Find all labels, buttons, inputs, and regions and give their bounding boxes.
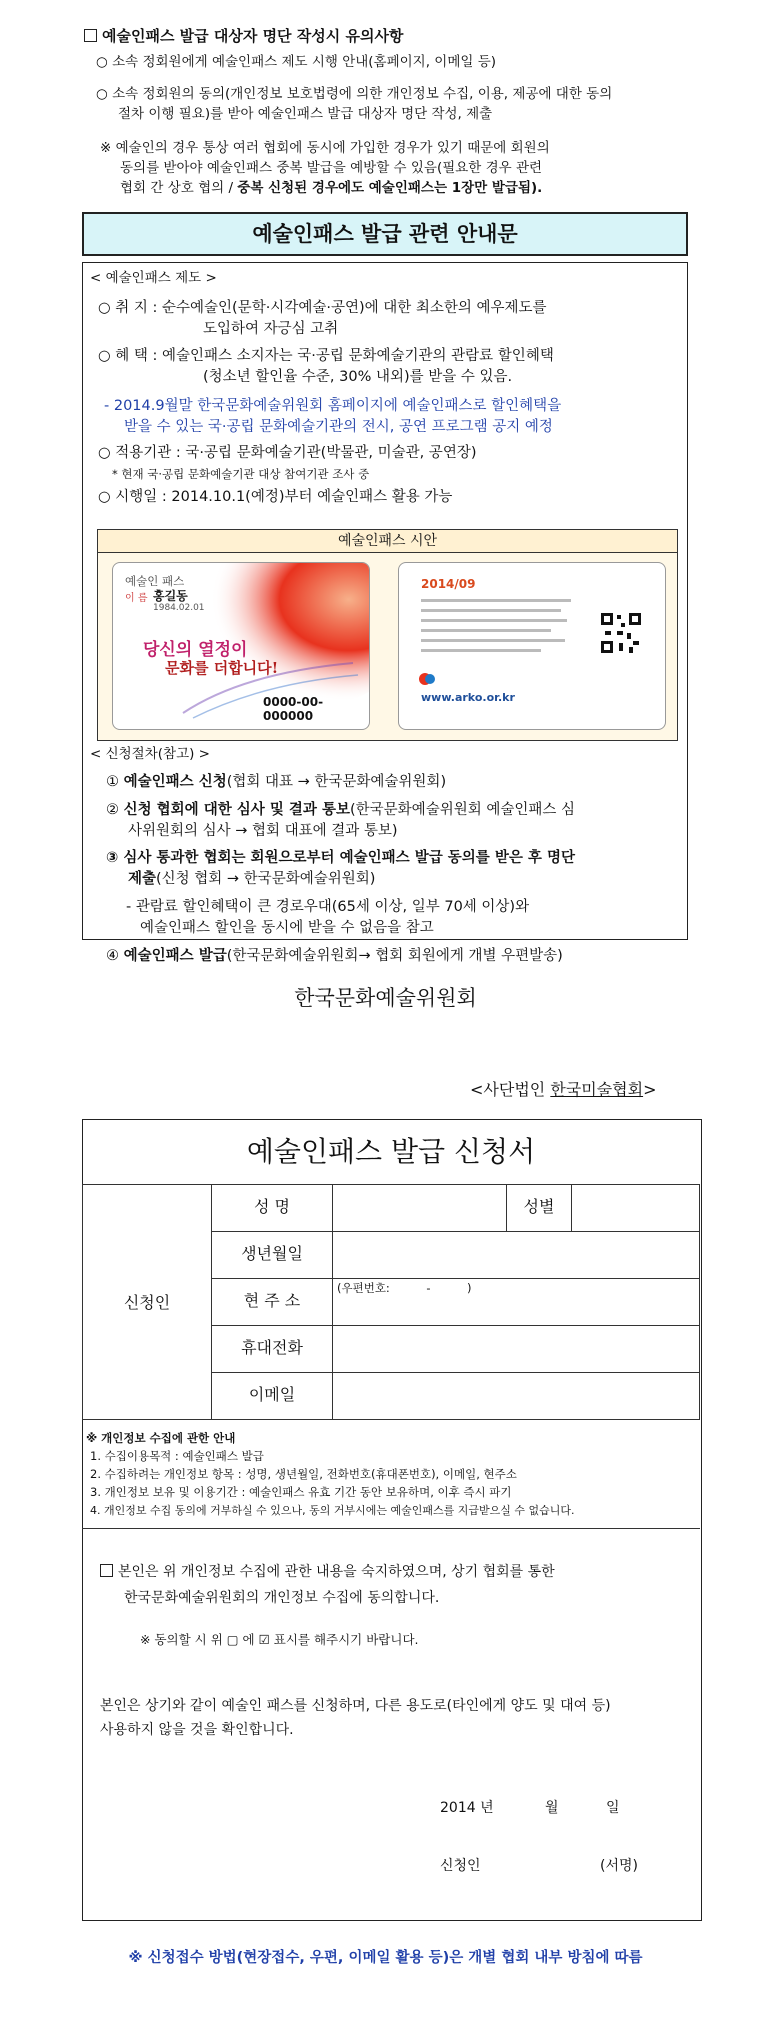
agency-line: ○ 적용기관 : 국·공립 문화예술기관(박물관, 미술관, 공연장) [98,445,477,461]
arko-logo-icon [417,671,437,687]
privacy-item-1: 1. 수집이용목적 : 예술인패스 발급 [90,1449,264,1463]
step-3-sub-2: 예술인패스 할인을 동시에 받을 수 없음을 참고 [140,920,434,936]
step-3-sub: - 관람료 할인혜택이 큰 경로우대(65세 이상, 일부 70세 이상)와 [126,899,530,915]
email-field[interactable] [332,1372,700,1420]
card-back-date: 2014/09 [421,577,476,591]
consent-checkbox[interactable] [100,1564,113,1577]
purpose-line: ○ 취 지 : 순수예술인(문학·시각예술·공연)에 대한 최소한의 예우제도를 [98,300,547,316]
signature-field[interactable]: (서명) [600,1858,638,1874]
card-front-name: 홍길동 [153,589,188,603]
date-day: 일 [606,1800,620,1816]
benefit-line-2: (청소년 할인율 수준, 30% 내외)를 받을 수 있음. [203,369,513,385]
date-month: 월 [545,1800,559,1816]
card-front-birth: 1984.02.01 [153,603,205,613]
step-3-cont: 제출(신청 협회 → 한국문화예술위원회) [128,871,376,887]
privacy-item-3: 3. 개인정보 보유 및 이용기간 : 예술인패스 유효 기간 동안 보유하며, 이후 즉시 파기 [90,1485,512,1499]
card-front-image [112,562,370,730]
privacy-item-4: 4. 개인정보 수집 동의에 거부하실 수 있으나, 동의 거부시에는 예술인패스를 지급받으실 수 없습니다. [90,1504,575,1517]
consent-line: 본인은 위 개인정보 수집에 관한 내용을 숙지하였으며, 상기 협회를 통한 [100,1562,555,1582]
card-front-slogan-2: 문화를 더합니다! [165,659,279,677]
address-field[interactable] [332,1278,700,1326]
card-sample-title: 예술인패스 시안 [98,530,677,553]
birth-field[interactable] [332,1231,700,1279]
applicant-label: 신청인 [82,1184,212,1420]
gender-label: 성별 [506,1184,572,1232]
check-note: ※ 동의할 시 위 ▢ 에 ☑ 표시를 해주시기 바랍니다. [140,1632,419,1647]
step-2: ② 신청 협회에 대한 심사 및 결과 통보(한국문화예술위원회 예술인패스 심 [106,802,575,818]
address-label: 현 주 소 [211,1278,333,1326]
association-label: <사단법인 한국미술협회> [470,1080,657,1099]
purpose-line-2: 도입하여 자긍심 고취 [203,321,339,337]
card-back-image [398,562,666,730]
blue-notice-2: 받을 수 있는 국·공립 문화예술기관의 전시, 공연 프로그램 공지 예정 [124,419,553,435]
form-title: 예술인패스 발급 신청서 [82,1119,700,1185]
pledge-line: 본인은 상기와 같이 예술인 패스를 신청하며, 다른 용도로(타인에게 양도 및 대여 등) [100,1698,611,1714]
start-line: ○ 시행일 : 2014.10.1(예정)부터 예술인패스 활용 가능 [98,489,453,505]
step-3: ③ 심사 통과한 협회는 회원으로부터 예술인패스 발급 동의를 받은 후 명단 [106,850,575,866]
organization-name: 한국문화예술위원회 [294,986,477,1010]
signer-label: 신청인 [440,1858,481,1874]
birth-label: 생년월일 [211,1231,333,1279]
privacy-item-2: 2. 수집하려는 개인정보 항목 : 성명, 생년월일, 전화번호(휴대폰번호), 이메일, 현주소 [90,1467,517,1481]
notice-item-2: ○ 소속 정회원의 동의(개인정보 보호법령에 의한 개인정보 수집, 이용, 제공에 대한 동의 [96,86,613,102]
card-sample-panel [97,529,678,741]
step-1: ① 예술인패스 신청(협회 대표 → 한국문화예술위원회) [106,774,447,790]
notice-heading: 예술인패스 발급 대상자 명단 작성시 유의사항 [84,26,403,46]
consent-line-2: 한국문화예술위원회의 개인정보 수집에 동의합니다. [124,1590,440,1606]
guide-banner: 예술인패스 발급 관련 안내문 [82,212,688,256]
pledge-line-2: 사용하지 않을 것을 확인합니다. [100,1722,294,1738]
step-4: ④ 예술인패스 발급(한국문화예술위원회→ 협회 회원에게 개별 우편발송) [106,948,563,964]
step-2-cont: 사위원회의 심사 → 협회 대표에 결과 통보) [128,823,398,839]
agency-note: * 현재 국·공립 문화예술기관 대상 참여기관 조사 중 [112,467,370,481]
privacy-heading: ※ 개인정보 수집에 관한 안내 [86,1431,236,1445]
postcode-label: (우편번호: - ) [337,1281,472,1295]
footer-note: ※ 신청접수 방법(현장접수, 우편, 이메일 활용 등)은 개별 협회 내부 방침에 따름 [128,1950,643,1966]
email-label: 이메일 [211,1372,333,1420]
blue-notice: - 2014.9월말 한국문화예술위원회 홈페이지에 예술인패스로 할인혜택을 [104,398,562,414]
divider [82,1528,700,1529]
notice-note-3: 협회 간 상호 협의 / 중복 신청된 경우에도 예술인패스는 1장만 발급됨). [120,180,543,196]
card-front-slogan: 당신의 열정이 [143,640,248,660]
card-back-site: www.arko.or.kr [421,691,515,704]
qr-code-icon [599,611,643,655]
notice-item-1: ○ 소속 정회원에게 예술인패스 제도 시행 안내(홈페이지, 이메일 등) [96,54,497,70]
name-field[interactable] [332,1184,507,1232]
notice-note-2: 동의를 받아야 예술인패스 중복 발급을 예방할 수 있음(필요한 경우 관련 [120,160,543,176]
notice-note: ※ 예술인의 경우 통상 여러 협회에 동시에 가입한 경우가 있기 때문에 회원의 [100,140,550,156]
notice-item-2-cont: 절차 이행 필요)를 받아 예술인패스 발급 대상자 명단 작성, 제출 [118,106,493,122]
card-back-text-lines [421,597,571,659]
checkbox-icon [84,29,97,42]
name-label: 성 명 [211,1184,333,1232]
card-front-number: 0000-00-000000 [263,695,324,723]
date-year: 2014 년 [440,1800,494,1816]
phone-label: 휴대전화 [211,1325,333,1373]
card-front-name-label: 이 름 [125,593,148,604]
benefit-line: ○ 혜 택 : 예술인패스 소지자는 국·공립 문화예술기관의 관람료 할인혜택 [98,348,554,364]
system-heading: < 예술인패스 제도 > [90,270,217,286]
card-front-label: 예술인 패스 [125,574,185,588]
phone-field[interactable] [332,1325,700,1373]
gender-field[interactable] [571,1184,700,1232]
procedure-heading: < 신청절차(참고) > [90,746,210,762]
